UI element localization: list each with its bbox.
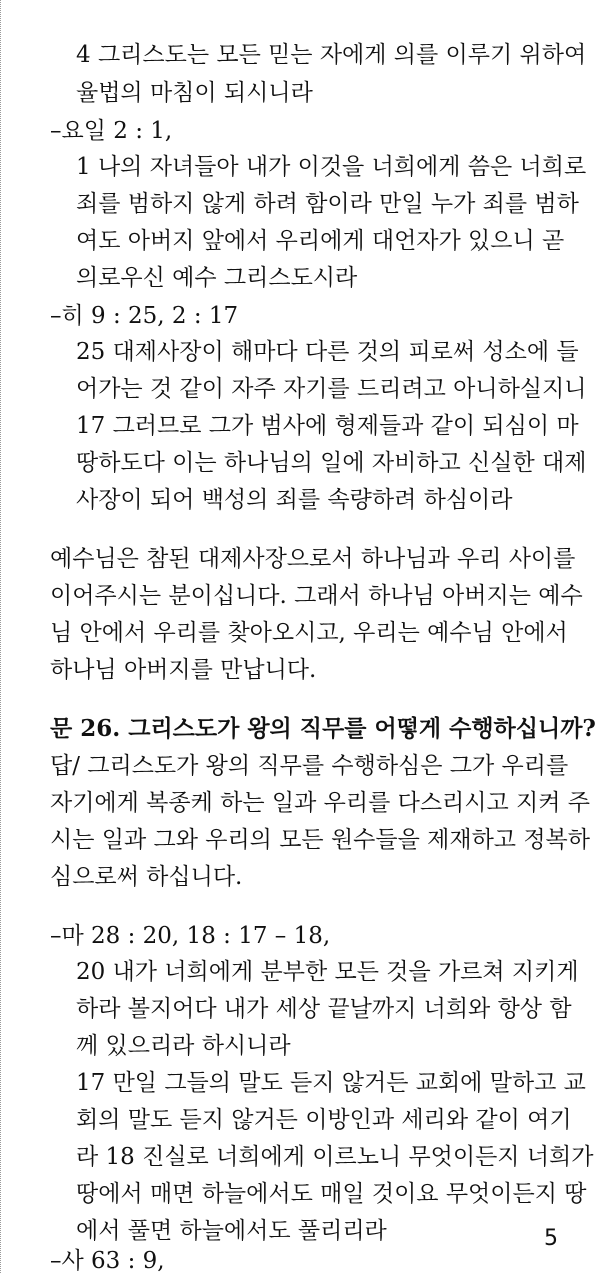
verse-line: 라 18 진실로 너희에게 이르노니 무엇이든지 너희가 [76,1144,594,1170]
body-paragraph-line: 님 안에서 우리를 찾아오시고, 우리는 예수님 안에서 [50,620,568,646]
answer-line: 시는 일과 그와 우리의 모든 원수들을 제재하고 정복하 [50,827,590,853]
verse-line: 께 있으리라 하시니라 [76,1033,291,1059]
scripture-reference: –히 9 : 25, 2 : 17 [50,303,239,329]
verse-line: 죄를 범하지 않게 하려 함이라 만일 누가 죄를 범하 [76,191,579,217]
verse-line: 어가는 것 같이 자주 자기를 드리려고 아니하실지니 [76,376,587,402]
scripture-reference: –사 63 : 9, [50,1248,165,1274]
answer-line: 심으로써 하십니다. [50,864,243,890]
verse-line: 17 그러므로 그가 범사에 형제들과 같이 되심이 마 [76,413,579,439]
verse-line: 사장이 되어 백성의 죄를 속량하려 하심이라 [76,487,513,513]
verse-line: 하라 볼지어다 내가 세상 끝날까지 너희와 항상 함 [76,996,572,1022]
verse-line: 4 그리스도는 모든 믿는 자에게 의를 이루기 위하여 [76,42,587,68]
verse-line: 율법의 마침이 되시니라 [76,80,313,106]
answer-line: 답/ 그리스도가 왕의 직무를 수행하심은 그가 우리를 [50,753,569,779]
verse-line: 에서 풀면 하늘에서도 풀리리라 [76,1218,387,1244]
verse-line: 의로우신 예수 그리스도시라 [76,265,358,291]
scripture-reference: –마 28 : 20, 18 : 17 – 18, [50,923,331,949]
question-heading: 문 26. 그리스도가 왕의 직무를 어떻게 수행하십니까? [50,715,596,742]
answer-line: 자기에게 복종케 하는 일과 우리를 다스리시고 지켜 주 [50,790,590,816]
scripture-reference: –요일 2 : 1, [50,118,173,144]
verse-line: 회의 말도 듣지 않거든 이방인과 세리와 같이 여기 [76,1107,572,1133]
verse-line: 20 내가 너희에게 분부한 모든 것을 가르쳐 지키게 [76,959,579,985]
body-paragraph-line: 하나님 아버지를 만납니다. [50,657,317,683]
verse-line: 1 나의 자녀들아 내가 이것을 너희에게 씀은 너희로 [76,154,587,180]
page-number: 5 [544,1226,558,1251]
verse-line: 땅하도다 이는 하나님의 일에 자비하고 신실한 대제 [76,450,587,476]
page-edge-divider [0,0,3,1273]
verse-line: 25 대제사장이 해마다 다른 것의 피로써 성소에 들 [76,339,579,365]
body-paragraph-line: 이어주시는 분이십니다. 그래서 하나님 아버지는 예수 [50,583,583,609]
verse-line: 땅에서 매면 하늘에서도 매일 것이요 무엇이든지 땅 [76,1181,587,1207]
verse-line: 여도 아버지 앞에서 우리에게 대언자가 있으니 곧 [76,228,565,254]
body-paragraph-line: 예수님은 참된 대제사장으로서 하나님과 우리 사이를 [50,546,576,572]
verse-line: 17 만일 그들의 말도 듣지 않거든 교회에 말하고 교 [76,1070,586,1096]
